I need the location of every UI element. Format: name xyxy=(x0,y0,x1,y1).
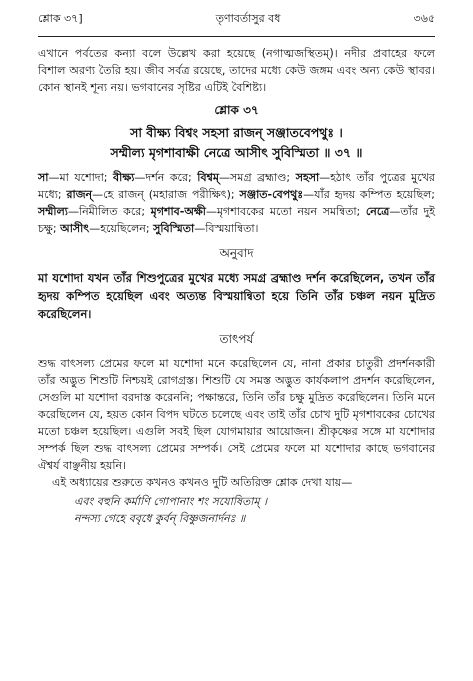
synonym-word: আসীৎ xyxy=(60,222,90,235)
synonym-meaning: মৃগশাবকের মতো নয়ন সমন্বিতা; xyxy=(216,205,361,218)
synonym-meaning: হঠাৎ তাঁর পুত্রের মুখের মধ্যে; xyxy=(38,171,435,201)
purport-text: শুদ্ধ বাৎসল্য প্রেমের ফলে মা যশোদা মনে করেছিলেন যে, নানা প্রকার চাতুরী প্রদর্শনকারী তাঁর অদ্ভুত শিশুটি নিশ্চয়ই রোগগ্রস্ত। শিশুটি যে সমস্ত অদ্ভুত কার্যকলাপ প্রদর্শন করেছিলেন, সেগুলি মা যশোদা বরদাস্ত করেননি; পক্ষান্তরে, তিনি তাঁর চক্ষু মুদ্রিত করেছিলেন। তিনি মনে করেছিলেন যে, হয়ত কোন বিপদ ঘটতে চলেছে এবং তাই তাঁর চোখ দুটি মৃগশাবকের চোখের মতো চঞ্চল হয়েছিল। এগুলি সবই ছিল যোগমায়ার আয়োজন। শ্রীকৃষ্ণের সঙ্গে মা যশোদার সম্পর্ক ছিল শুদ্ধ বাৎসল্য প্রেমের সম্পর্ক। সেই প্রেমের ফলে মা যশোদার কাছে ভগবানের ঐশ্বর্য বাঞ্ছনীয় হয়নি। xyxy=(38,357,435,472)
synonym-word: বীক্ষ্য xyxy=(113,171,135,184)
synonym-meaning: তাঁর দুই চক্ষু; xyxy=(38,205,435,235)
header-title: তৃণাবর্তাসুর বধ xyxy=(215,12,281,25)
synonym-meaning: দর্শন করে; xyxy=(145,171,192,184)
verse-line: সম্মীল্য মৃগশাবাক্ষী নেত্রে আসীৎ সুবিস্মিতা ॥ ৩৭ ॥ xyxy=(110,145,363,160)
header-left: শ্লোক ৩৭] xyxy=(38,12,83,25)
translation-text: মা যশোদা যখন তাঁর শিশুপুত্রের মুখের মধ্যে সমগ্র ব্রহ্মাণ্ড দর্শন করেছিলেন, তখন তাঁর হৃদয় কম্পিত হয়েছিল এবং অত্যন্ত বিস্ময়ান্বিতা হয়ে তিনি তাঁর চঞ্চল নয়ন মুদ্রিত করেছিলেন। xyxy=(38,271,435,321)
synonym-word: বিশ্বম্ xyxy=(197,171,219,184)
synonym-word: সহসা xyxy=(295,171,320,184)
page-number: ৩৬৫ xyxy=(413,12,435,25)
synonym-meaning: যাঁর হৃদয় কম্পিত হয়েছিল; xyxy=(314,188,436,201)
extra-verse-note: এই অধ্যায়ের শুরুতে কখনও কখনও দুটি অতিরিক্ত শ্লোক দেখা যায়— xyxy=(52,476,353,489)
synonym-meaning: বিস্ময়ান্বিতা। xyxy=(205,222,259,235)
synonym-word: নেত্রে xyxy=(365,205,390,218)
purport-heading: তাৎপর্য xyxy=(219,332,254,346)
synonym-word: সা xyxy=(38,171,49,184)
synonym-meaning: হয়েছিলেন; xyxy=(100,222,150,235)
running-header xyxy=(38,10,435,29)
extra-verse-block xyxy=(38,493,435,527)
verse-heading: শ্লোক ৩৭ xyxy=(214,103,259,117)
synonym-word: মৃগশাব-অক্ষী xyxy=(150,205,206,218)
synonym-meaning: হে রাজন্ (মহারাজ পরীক্ষিৎ); xyxy=(103,188,235,201)
synonym-meaning: মা যশোদা; xyxy=(59,171,108,184)
extra-verse-line: এবং বহুনি কর্মাণি গোপানাং শং সযোষিতাম্ । xyxy=(74,495,268,508)
synonym-word: রাজন্ xyxy=(66,188,93,201)
synonym-word: সঞ্জাত-বেপথুঃ xyxy=(239,188,304,201)
synonym-meaning: নিমীলিত করে; xyxy=(78,205,146,218)
synonym-word: সম্মীল্য xyxy=(38,205,68,218)
synonym-meaning: সমগ্র ব্রহ্মাণ্ড; xyxy=(229,171,291,184)
intro-paragraph: এখানে পর্বতের কন্যা বলে উল্লেখ করা হয়েছে (নগাত্মজস্থিতম্)। নদীর প্রবাহের ফলে বিশাল অরণ্য তৈরি হয়। জীব সর্বত্র রয়েছে, তাদের মধ্যে কেউ জঙ্গম এবং অন্য কেউ স্থাবর। কোন স্থানই শূন্য নয়। ভগবানের সৃষ্টির এটিই বৈশিষ্ট্য। xyxy=(38,47,435,94)
synonyms: সা—মা যশোদা; বীক্ষ্য—দর্শন করে; বিশ্বম্—সমগ্র ব্রহ্মাণ্ড; সহসা—হঠাৎ তাঁর পুত্রের মুখের মধ্যে; রাজন্—হে রাজন্ (মহারাজ পরীক্ষিৎ); সঞ্জাত-বেপথুঃ—যাঁর হৃদয় কম্পিত হয়েছিল; সম্মীল্য—নিমীলিত করে; মৃগশাব-অক্ষী—মৃগশাবকের মতো নয়ন সমন্বিতা; নেত্রে—তাঁর দুই চক্ষু; আসীৎ—হয়েছিলেন; সুবিস্মিতা—বিস্ময়ান্বিতা। xyxy=(38,171,436,235)
synonym-word: সুবিস্মিতা xyxy=(153,222,195,235)
verse-line: সা বীক্ষ্য বিশ্বং সহসা রাজন্ সঞ্জাতবেপথুঃ । xyxy=(130,125,343,140)
header-rule xyxy=(38,36,435,37)
extra-verse-line: নন্দস্য গেহে ববৃধে কুর্বন্ বিষ্ণুজনার্দনঃ ॥ xyxy=(74,512,246,525)
verse-block xyxy=(38,123,435,163)
translation-heading: অনুবাদ xyxy=(219,246,254,260)
